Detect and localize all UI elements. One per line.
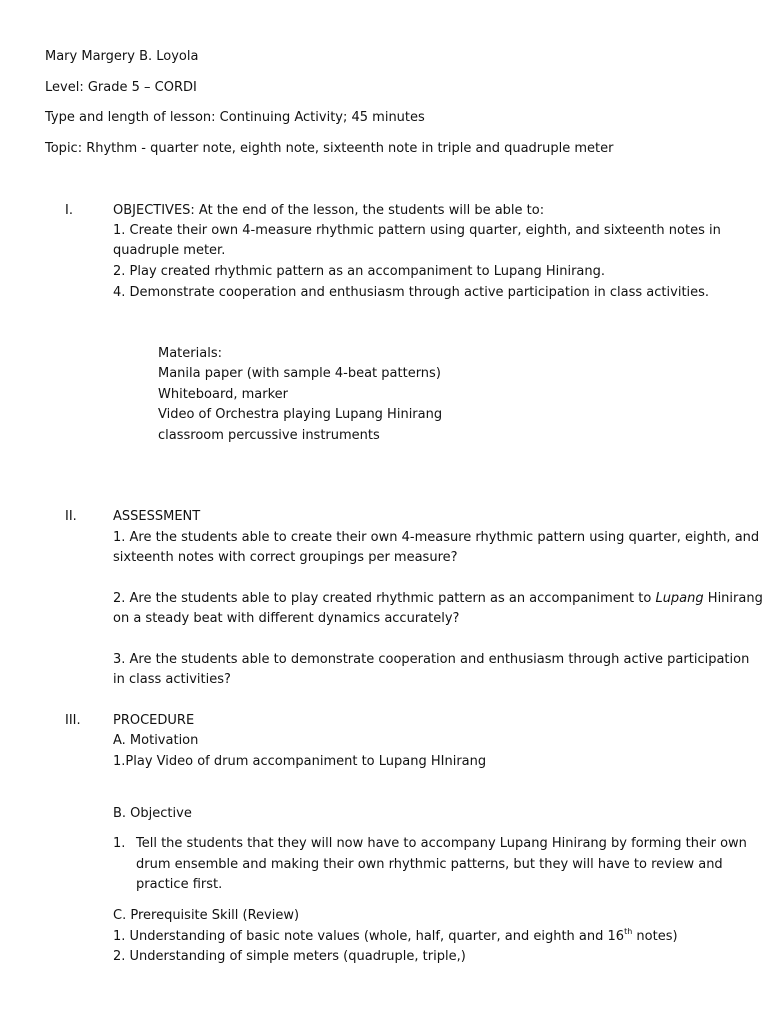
objective-item-4: 4. Demonstrate cooperation and enthusiasm through active participation in class activities.	[113, 285, 710, 300]
prerequisite-item-1	[113, 927, 678, 947]
objective-step-cont: practice first.	[136, 877, 223, 892]
objective-item-2: 2. Play created rhythmic pattern as an accompaniment to Lupang Hinirang.	[113, 264, 606, 279]
prerequisite-item-1-text: 1. Understanding of basic note values (whole, half, quarter, and eighth and 16	[113, 929, 625, 944]
material-item: Video of Orchestra playing Lupang Hinirang	[158, 407, 443, 422]
author-name: Mary Margery B. Loyola	[45, 49, 199, 64]
assessment-q2-italic: Lupang	[655, 591, 704, 606]
assessment-q2	[113, 589, 763, 609]
objective-item-1: 1. Create their own 4-measure rhythmic pattern using quarter, eighth, and sixteenth notes in	[113, 223, 721, 238]
procedure-heading: PROCEDURE	[113, 713, 195, 728]
objective-item-1-cont: quadruple meter.	[113, 243, 226, 258]
assessment-q3-cont: in class activities?	[113, 672, 231, 687]
objective-step-cont: drum ensemble and making their own rhythmic patterns, but they will have to review and	[136, 857, 723, 872]
assessment-q2-text: 2. Are the students able to play created rhythmic pattern as an accompaniment to	[113, 591, 656, 606]
objectives-numeral: I.	[65, 203, 73, 218]
assessment-q3: 3. Are the students able to demonstrate cooperation and enthusiasm through active participation	[113, 652, 750, 667]
ordinal-superscript: th	[624, 926, 633, 936]
material-item: Manila paper (with sample 4-beat patterns)	[158, 366, 441, 381]
prerequisite-item-2: 2. Understanding of simple meters (quadruple, triple,)	[113, 949, 466, 964]
grade-level: Level: Grade 5 – CORDI	[45, 80, 197, 95]
lesson-type: Type and length of lesson: Continuing Activity; 45 minutes	[45, 110, 425, 125]
objective-step: Tell the students that they will now have to accompany Lupang Hinirang by forming their own	[136, 836, 747, 851]
assessment-heading: ASSESSMENT	[113, 509, 201, 524]
assessment-q2-cont: on a steady beat with different dynamics accurately?	[113, 611, 460, 626]
assessment-numeral: II.	[65, 509, 77, 524]
material-item: classroom percussive instruments	[158, 428, 380, 443]
assessment-q1: 1. Are the students able to create their own 4-measure rhythmic pattern using quarter, eighth, and	[113, 530, 760, 545]
procedure-numeral: III.	[65, 713, 81, 728]
assessment-q2-text-end: Hinirang	[703, 591, 763, 606]
motivation-heading: A. Motivation	[113, 733, 199, 748]
lesson-topic: Topic: Rhythm - quarter note, eighth note, sixteenth note in triple and quadruple meter	[45, 141, 614, 156]
objectives-heading: OBJECTIVES: At the end of the lesson, the students will be able to:	[113, 203, 545, 218]
assessment-q1-cont: sixteenth notes with correct groupings per measure?	[113, 550, 458, 565]
objective-step-number: 1.	[113, 836, 126, 851]
motivation-item: 1.Play Video of drum accompaniment to Lupang HInirang	[113, 754, 487, 769]
material-item: Whiteboard, marker	[158, 387, 288, 402]
prerequisite-item-1-end: notes)	[632, 929, 678, 944]
prerequisite-heading: C. Prerequisite Skill (Review)	[113, 908, 300, 923]
materials-heading: Materials:	[158, 346, 222, 361]
objective-heading: B. Objective	[113, 806, 192, 821]
